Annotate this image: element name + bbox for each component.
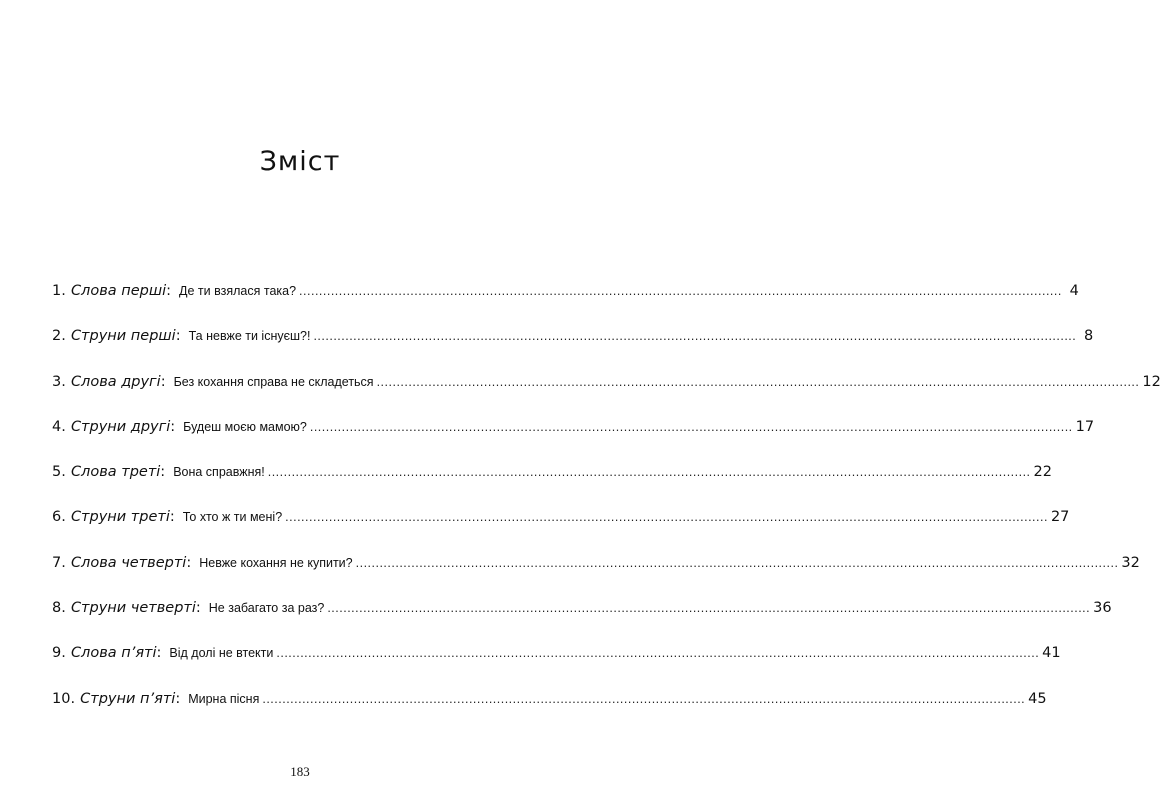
page-number: 183 <box>290 764 310 779</box>
toc-leader <box>299 284 1062 298</box>
toc-entry-page: 45 <box>1028 690 1047 707</box>
toc-entry-title: То хто ж ти мені? <box>182 510 283 525</box>
toc-entry-part: Слова треті <box>70 464 161 481</box>
toc-entry-number: 10. <box>52 690 76 707</box>
toc-entry-title: Будеш моєю мамою? <box>183 419 307 434</box>
toc-entry: 3. Слова другі : Без кохання справа не складеться ..... 12 <box>52 371 525 396</box>
toc-entry-page: 17 <box>1075 418 1095 435</box>
toc-entry-number: 5. <box>52 464 66 481</box>
toc-entry-part: Струни треті <box>70 509 170 526</box>
toc-entry-part: Слова п’яті <box>70 645 157 662</box>
toc-entry-title: Де ти взялася така? <box>179 284 297 298</box>
toc-entry-part: Струни другі <box>70 418 171 435</box>
toc-entry: 8. Струни четверті : Не забагато за раз? ..... 36 <box>52 597 525 622</box>
toc-leader <box>310 420 1073 434</box>
toc-entry-page: 41 <box>1042 645 1061 662</box>
toc-entry: 1. Слова перші : Де ти взялася така? ..... 4 <box>52 280 525 305</box>
toc-entry-page: 22 <box>1033 464 1052 481</box>
toc-entry-page: 4 <box>1069 283 1079 299</box>
toc-entry-title: Мирна пісня <box>188 691 260 706</box>
toc-entry: 4. Струни другі : Будеш моєю мамою? ..... 17 <box>52 416 525 441</box>
toc-entry-part: Слова четверті <box>70 554 187 571</box>
toc-entry-number: 7. <box>52 554 66 571</box>
toc-entry-title: Не забагато за раз? <box>208 601 325 616</box>
toc-entry-part: Струни перші <box>70 328 176 345</box>
toc-entry: 10. Струни п’яті : Мирна пісня ..... 45 <box>52 688 525 713</box>
toc-leader <box>268 465 1031 479</box>
toc-entry-part: Слова другі <box>70 373 161 390</box>
toc-entry: 5. Слова треті : Вона справжня! ..... 22 <box>52 461 525 486</box>
toc-entry-page: 32 <box>1121 554 1140 571</box>
toc-entry-number: 2. <box>52 328 66 345</box>
toc-entry-number: 9. <box>52 645 66 662</box>
toc-leader <box>313 329 1076 343</box>
toc-entry-part: Слова перші <box>70 283 167 299</box>
toc-entry: 7. Слова четверті : Невже кохання не купити? ..... 32 <box>52 552 525 577</box>
toc-entry-page: 36 <box>1093 600 1112 617</box>
toc-entry-title: Від долі не втекти <box>169 646 274 661</box>
toc-leader <box>262 692 1025 706</box>
toc-leader <box>276 646 1039 660</box>
toc-entry-title: Та невже ти існуєш?! <box>188 329 311 344</box>
toc-entry-part: Струни п’яті <box>80 690 176 707</box>
page-title: Зміст <box>259 146 341 177</box>
toc-entry-number: 4. <box>52 418 66 435</box>
toc-entry-part: Струни четверті <box>70 600 196 617</box>
toc-entry: 9. Слова п’яті : Від долі не втекти ..... 41 <box>52 642 525 667</box>
toc-entry-title: Невже кохання не купити? <box>199 555 353 570</box>
toc-entry-title: Без кохання справа не складеться <box>173 374 374 389</box>
table-of-contents <box>52 280 1161 733</box>
toc-entry: 2. Струни перші : Та невже ти існуєш?! ..... 8 <box>52 325 525 350</box>
toc-leader <box>356 556 1119 570</box>
toc-leader <box>285 510 1048 524</box>
toc-entry-title: Вона справжня! <box>173 465 265 480</box>
toc-entry-number: 3. <box>52 373 66 390</box>
toc-leader <box>327 601 1090 615</box>
toc-entry-number: 1. <box>52 283 66 299</box>
toc-entry-number: 6. <box>52 509 66 526</box>
toc-leader <box>377 375 1140 389</box>
toc-entry-page: 27 <box>1050 509 1070 526</box>
toc-entry-page: 8 <box>1084 328 1094 345</box>
toc-entry: 6. Струни треті : То хто ж ти мені? ..... 27 <box>52 506 525 531</box>
toc-entry-page: 12 <box>1142 373 1161 390</box>
toc-entry-number: 8. <box>52 600 66 617</box>
